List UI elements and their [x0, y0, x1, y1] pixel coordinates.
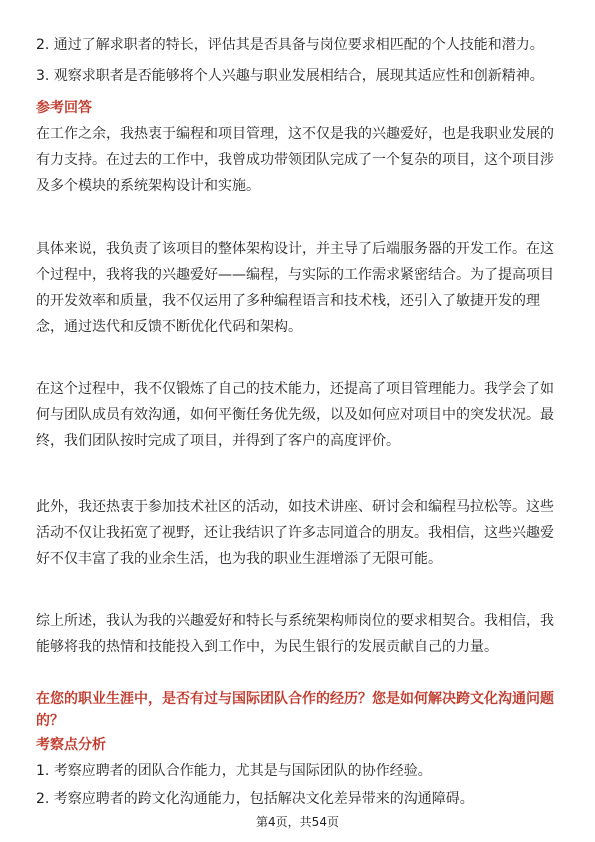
page-footer: 第4页，共54页 [256, 815, 339, 829]
intro-point: 3. 观察求职者是否能够将个人兴趣与职业发展相结合，展现其适应性和创新精神。 [36, 68, 544, 84]
analysis-heading: 考察点分析 [36, 737, 106, 753]
analysis-point: 1. 考察应聘者的团队合作能力，尤其是与国际团队的协作经验。 [36, 763, 432, 779]
answer-paragraph: 具体来说，我负责了该项目的整体架构设计，并主导了后端服务器的开发工作。在这个过程中，我将我的兴趣爱好——编程，与实际的工作需求紧密结合。为了提高项目的开发效率和质量，我不仅运用了多种编程语言和技术栈，还引入了敏捷开发的理念，通过迭代和反馈不断优化代码和架构。 [36, 241, 554, 335]
answer-paragraph: 综上所述，我认为我的兴趣爱好和特长与系统架构师岗位的要求相契合。我相信，我能够将我的热情和技能投入到工作中，为民生银行的发展贡献自己的力量。 [36, 613, 554, 655]
analysis-point: 2. 考察应聘者的跨文化沟通能力，包括解决文化差异带来的沟通障碍。 [36, 791, 474, 807]
answer-heading: 参考回答 [36, 100, 92, 116]
intro-point: 2. 通过了解求职者的特长，评估其是否具备与岗位要求相匹配的个人技能和潜力。 [36, 37, 544, 53]
answer-paragraph: 此外，我还热衷于参加技术社区的活动，如技术讲座、研讨会和编程马拉松等。这些活动不仅让我拓宽了视野，还让我结识了许多志同道合的朋友。我相信，这些兴趣爱好不仅丰富了我的业余生活，也为我的职业生涯增添了无限可能。 [36, 499, 554, 567]
answer-paragraph: 在工作之余，我热衷于编程和项目管理，这不仅是我的兴趣爱好，也是我职业发展的有力支持。在过去的工作中，我曾成功带领团队完成了一个复杂的项目，这个项目涉及多个模块的系统架构设计和实施。 [36, 126, 554, 194]
question: 在您的职业生涯中，是否有过与国际团队合作的经历？您是如何解决跨文化沟通问题的？ [36, 691, 554, 729]
answer-paragraph: 在这个过程中，我不仅锻炼了自己的技术能力，还提高了项目管理能力。我学会了如何与团队成员有效沟通，如何平衡任务优先级，以及如何应对项目中的突发状况。最终，我们团队按时完成了项目，并得到了客户的高度评价。 [36, 381, 554, 449]
